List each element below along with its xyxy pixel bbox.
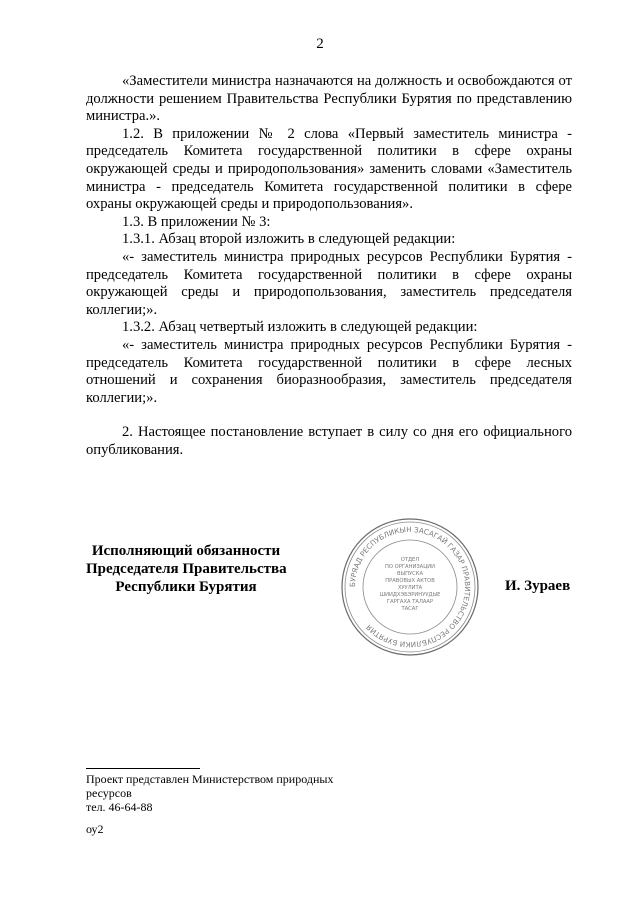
footnote-line: тел. 46-64-88 <box>86 800 153 814</box>
seal-center-line: ШИИДХЭБЭРИНУУДЫЕ <box>379 592 441 598</box>
seal-center-line: ТАСАГ <box>401 606 419 612</box>
page-number: 2 <box>316 36 324 52</box>
paragraph: «Заместители министра назначаются на должность и освобождаются от должности решением Правительства Республики Бурятия по представлению министра.». <box>86 73 572 125</box>
paragraph: 1.3. В приложении № 3: <box>122 213 271 230</box>
paragraph: 1.3.2. Абзац четвертый изложить в следующей редакции: <box>122 319 478 336</box>
signature-line: Исполняющий обязанности <box>91 543 281 559</box>
paragraph: 1.2. В приложении № 2 слова «Первый заместитель министра - председатель Комитета государственной политики в сфере охраны окружающей среды и природопользования» заменить словами «Заместитель министра - председатель Комитета государственной политики в сфере охраны окружающей среды и природопользования». <box>86 125 572 213</box>
signatory-name: И. Зураев <box>505 578 571 594</box>
seal-center-line: ХУУЛИТА <box>397 585 423 591</box>
seal-center-line: ГАРГАХА ТАЛААР <box>386 599 434 605</box>
signature-line: Республики Бурятия <box>115 579 257 595</box>
paragraph: «- заместитель министра природных ресурсов Республики Бурятия - председатель Комитета государственной политики в сфере охраны окружающей среды и природопользования, заместитель председателя коллегии;». <box>86 248 572 318</box>
signature-block <box>86 542 286 596</box>
seal-center-line: ОТДЕЛ <box>400 557 420 563</box>
document-code: оу2 <box>86 822 104 836</box>
seal-center-line: ПРАВОВЫХ АКТОВ <box>385 578 435 584</box>
footnote-rule <box>86 768 200 769</box>
seal-center-line: ПО ОРГАНИЗАЦИИ <box>384 564 436 570</box>
paragraph: «- заместитель министра природных ресурсов Республики Бурятия - председатель Комитета государственной политики в сфере лесных отношений и сохранения биоразнообразия, заместитель председателя коллегии;». <box>86 336 572 406</box>
footnote-line: Проект представлен Министерством природных <box>86 772 334 786</box>
paragraph: 1.3.1. Абзац второй изложить в следующей редакции: <box>122 231 456 248</box>
footnote <box>86 772 386 814</box>
paragraph: 2. Настоящее постановление вступает в силу со дня его официального опубликования. <box>86 424 572 458</box>
document-body <box>86 73 572 459</box>
seal-ring-text: БУРЯАД РЕСПУБЛИКЫН ЗАСАГАЙ ГАЗАР ПРАВИТЕЛЬСТВО РЕСПУБЛИКИ БУРЯТИЯ <box>347 524 473 650</box>
footnote-line: ресурсов <box>86 786 132 800</box>
seal-center-line: ВЫПУСКА <box>396 571 424 577</box>
signature-line: Председателя Правительства <box>86 561 287 577</box>
official-seal <box>340 517 480 657</box>
